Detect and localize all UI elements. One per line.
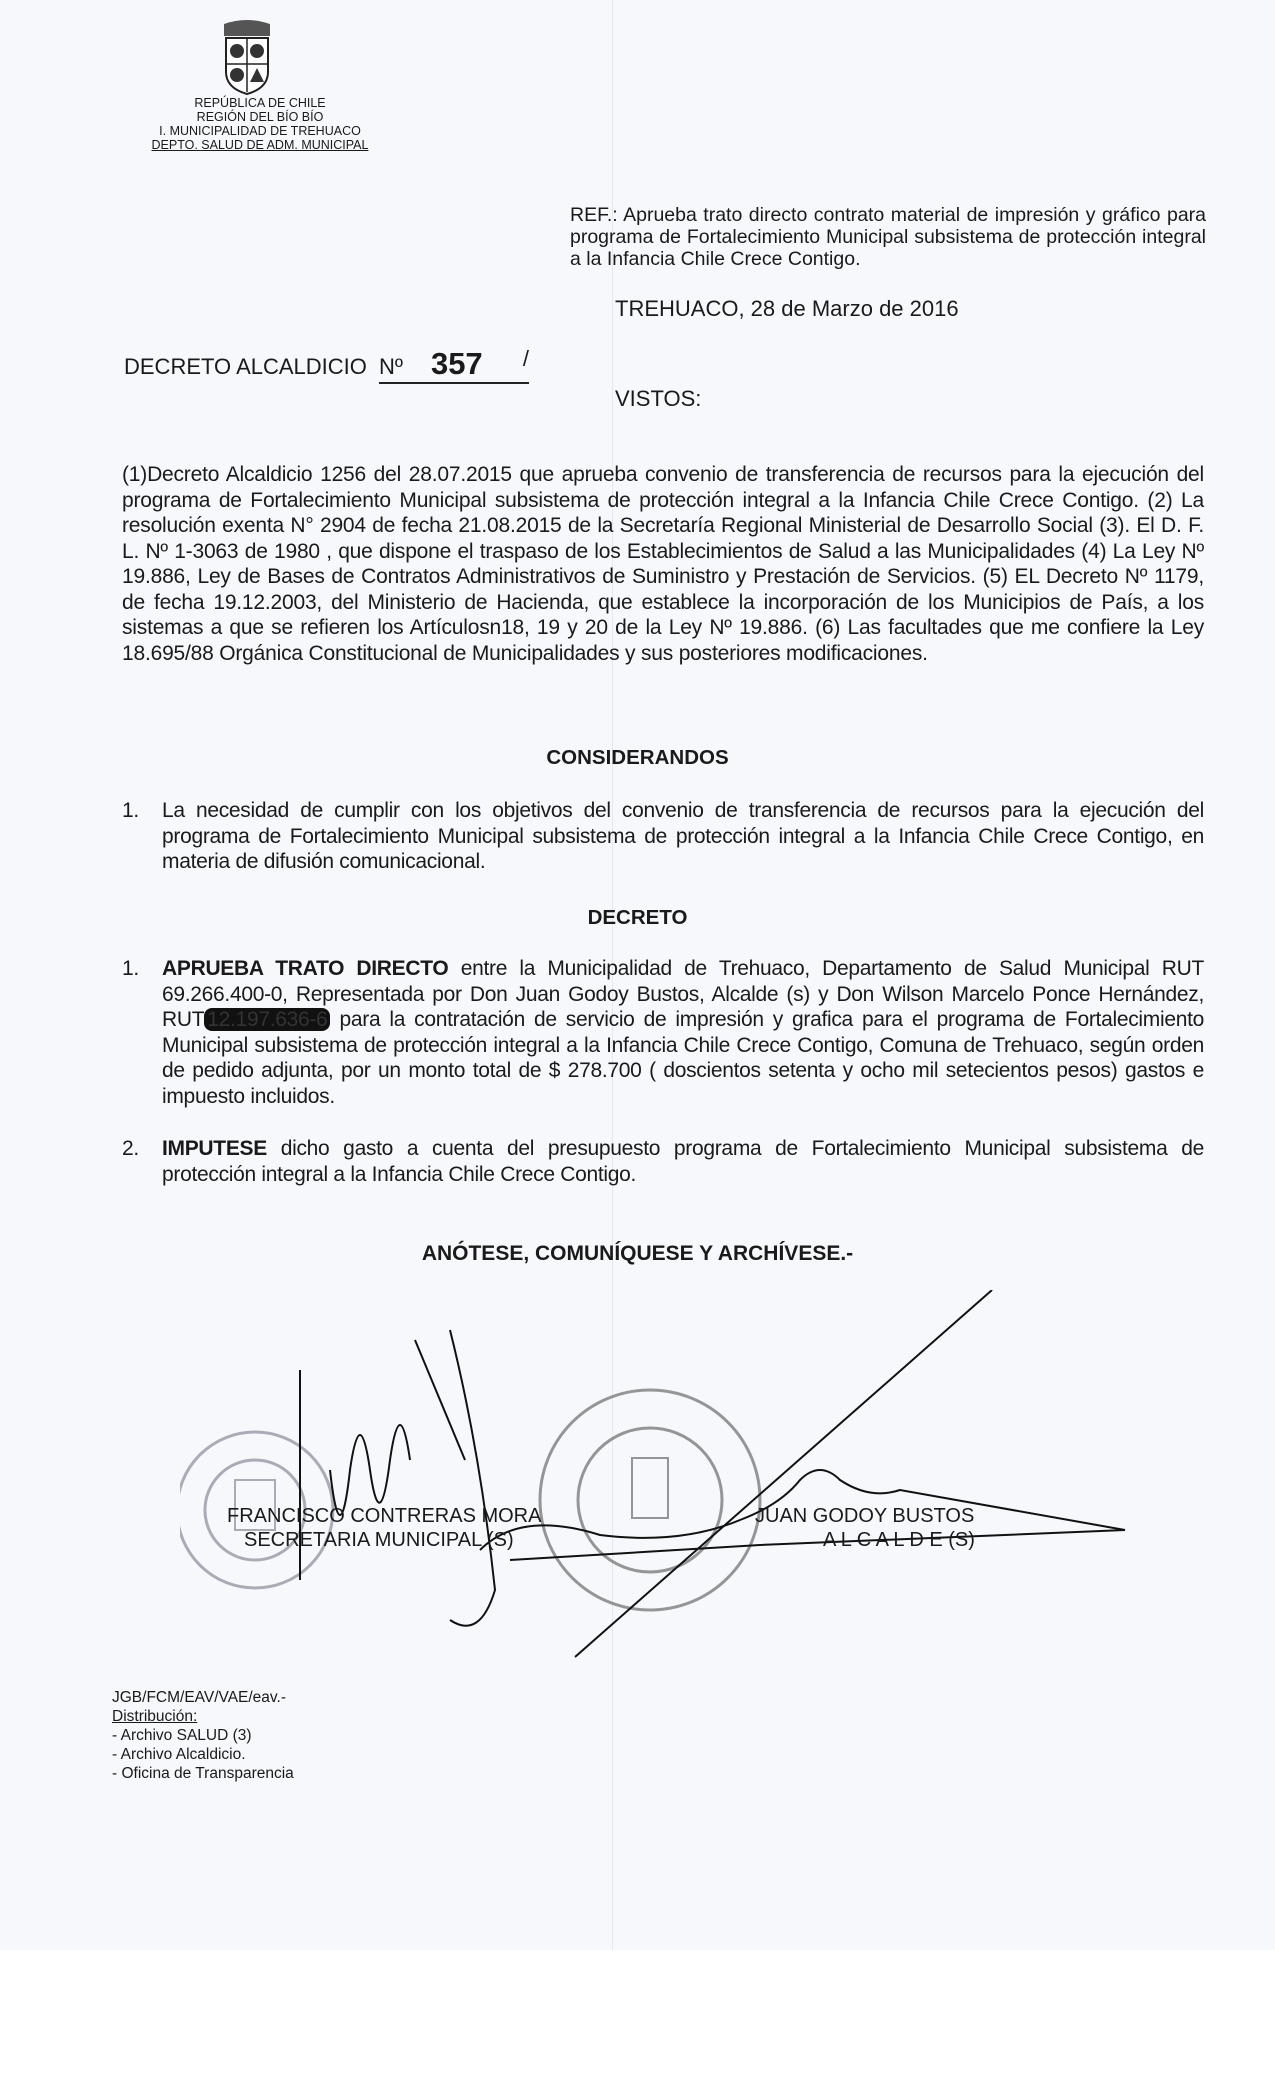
decree-no-symbol: Nº: [379, 354, 403, 379]
item-text: entre la Municipalidad de Trehuaco, Departamento de Salud Municipal RUT 69.266.400-0, Representada por Don Juan Godoy Bustos, Alcalde (s) y Don Wilson Marcelo Ponce Hernández, RUT: [162, 957, 1205, 1031]
item-text: dicho gasto a cuenta del presupuesto programa de Fortalecimiento Municipal subsistema de protección integral a la Infancia Chile Crece Contigo.: [162, 1137, 1204, 1186]
initials: JGB/FCM/EAV/VAE/eav.-: [112, 1689, 286, 1706]
item-number: 2.: [122, 1137, 139, 1160]
mayor-signature: [480, 1290, 1125, 1657]
signature-block-mayor: [755, 1504, 975, 1552]
distribution-item: - Archivo SALUD (3): [112, 1727, 252, 1744]
decree-number: 357: [430, 346, 483, 381]
signature-block-secretary: [227, 1504, 541, 1552]
signer-role: A L C A L D E (S): [823, 1529, 975, 1551]
ref-label: REF.:: [570, 204, 618, 226]
distribution-item: - Archivo Alcaldicio.: [112, 1746, 246, 1763]
distribution-footer: [112, 1688, 294, 1783]
municipal-crest-logo: [218, 20, 276, 96]
reference-block: [570, 204, 1206, 270]
decree-slash: /: [522, 346, 530, 371]
decreto-item-1: [122, 956, 1204, 1109]
item-number: 1.: [122, 799, 139, 822]
secretary-signature: [300, 1330, 495, 1626]
signer-name: JUAN GODOY BUSTOS: [755, 1505, 975, 1527]
item-bold-lead: APRUEBA TRATO DIRECTO: [162, 957, 449, 980]
item-bold-lead: IMPUTESE: [162, 1137, 267, 1160]
letterhead-country: REPÚBLICA DE CHILE: [194, 96, 326, 110]
letterhead-region: REGIÓN DEL BÍO BÍO: [196, 110, 324, 124]
item-number: 1.: [122, 957, 139, 980]
closing-formula: ANÓTESE, COMUNÍQUESE Y ARCHÍVESE.-: [421, 1242, 854, 1265]
decreto-heading: DECRETO: [587, 906, 688, 929]
letterhead-municipality: I. MUNICIPALIDAD DE TREHUACO: [159, 124, 361, 138]
decree-label: DECRETO ALCALDICIO: [124, 354, 367, 379]
vistos-text: (1)Decreto Alcaldicio 1256 del 28.07.2015 que aprueba convenio de transferencia de recursos para la ejecución del programa de Fortalecimiento Municipal subsistema de protección integral a la Infancia Chile Crece Contigo. (2) La resolución exenta N° 2904 de fecha 21.08.2015 de la Secretaría Regional Ministerial de Desarrollo Social (3). El D. F. L. Nº 1-3063 de 1980 , que dispone el traspaso de los Establecimientos de Salud a las Municipalidades (4) La Ley Nº 19.886, Ley de Bases de Contratos Administrativos de Suministro y Prestación de Servicios. (5) EL Decreto Nº 1179, de fecha 19.12.2003, del Ministerio de Hacienda, que establece la incorporación de los Municipios de País, a los sistemas a que se refieren los Artículosn18, 19 y 20 de la Ley Nº 19.886. (6) Las facultades que me confiere la Ley 18.695/88 Orgánica Constitucional de Municipalidades y sus posteriores modificaciones.: [122, 463, 1204, 665]
considerando-item: [122, 798, 1204, 875]
item-text: La necesidad de cumplir con los objetivos del convenio de transferencia de recursos para la ejecución del programa de Fortalecimiento Municipal subsistema de protección integral a la Infancia Chile Crece Contigo, en materia de difusión comunicacional.: [162, 799, 1204, 873]
letterhead: [120, 96, 400, 152]
ref-text: Aprueba trato directo contrato material de impresión y gráfico para programa de Fortalecimiento Municipal subsistema de protección integral a la Infancia Chile Crece Contigo.: [570, 204, 1207, 270]
decree-number-line: [124, 346, 529, 384]
date-line: TREHUACO, 28 de Marzo de 2016: [615, 296, 959, 321]
vistos-heading: VISTOS:: [615, 386, 702, 411]
mayor-stamp: [540, 1390, 760, 1610]
decreto-item-2: [122, 1136, 1204, 1187]
item-text-cont: para la contratación de servicio de impresión y grafica para el programa de Fortalecimiento Municipal subsistema de protección integral a la Infancia Chile Crece Contigo, Comuna de Trehuaco, según orden de pedido adjunta, por un monto total de $ 278.700 ( doscientos setenta y ocho mil setecientos pesos) gastos e impuesto incluidos.: [162, 1008, 1204, 1108]
signatures-and-stamps: [180, 1290, 1140, 1670]
signer-role: SECRETARIA MUNICIPAL (S): [244, 1529, 514, 1551]
considerandos-heading: CONSIDERANDOS: [546, 746, 729, 769]
distribution-label: Distribución:: [112, 1708, 198, 1725]
signer-name: FRANCISCO CONTRERAS MORA: [227, 1505, 542, 1527]
distribution-item: - Oficina de Transparencia: [112, 1765, 294, 1782]
letterhead-department: DEPTO. SALUD DE ADM. MUNICIPAL: [151, 138, 369, 152]
redacted-rut: 12.197.636-6: [204, 1008, 330, 1031]
